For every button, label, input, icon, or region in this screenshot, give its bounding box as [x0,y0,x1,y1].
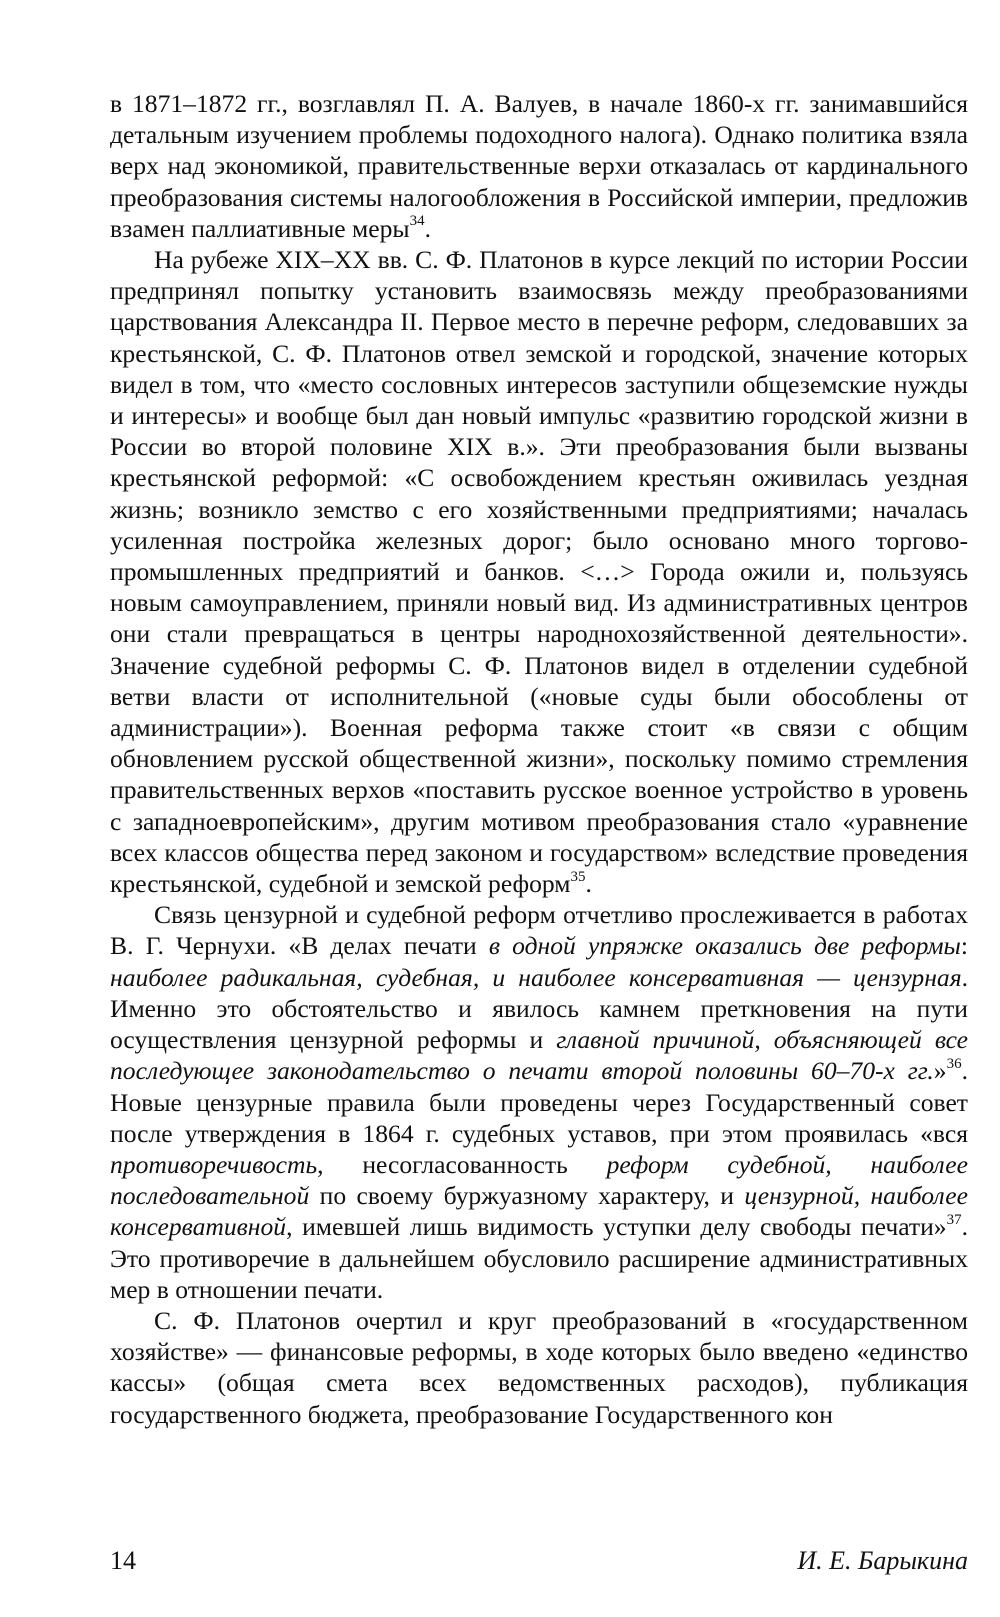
italic-text: противоречивость [110,1149,318,1179]
italic-text: главной причиной, объясняющей все последующее законодательство о печати второй половины 60–70-х гг. [110,1025,968,1086]
italic-text: наиболее радикальная, судебная, и наиболее консервативная — цензурная [110,962,962,992]
text-run: по своему буржуазному характеру, и [309,1181,745,1211]
italic-text: реформ судебной, наиболее последовательной [110,1149,968,1211]
text-run: » [933,1056,947,1086]
italic-text: в одной упряжке оказались две реформы [488,931,961,961]
paragraph-2 [110,244,968,899]
text-run: , несогласованность [317,1149,607,1179]
paragraph-1 [110,88,968,244]
paragraph-4 [110,1305,968,1430]
footnote-ref: 35 [570,868,586,885]
page-body [110,88,968,1430]
text-run: . [424,213,431,243]
text-run: . Это противоречие в дальнейшем обусловило расширение административных мер в отношении печати. [110,1212,968,1304]
text-run: На рубеже XIX–XX вв. С. Ф. Платонов в курсе лекций по истории России предпринял попытку установить взаимосвязь между преобразованиями царствования Александра II. Первое место в перечне реформ, следовавших за крестьянской, С. Ф. Платонов отвел земской и городской, значение которых видел в том, что «место сословных интересов заступили общеземские нужды и интересы» и вообще был дан новый импульс «развитию городской жизни в России во второй половине XIX в.». Эти преобразования были вызваны крестьянской реформой: «С освобождением крестьян оживилась уездная жизнь; возникло земство с его хозяйственными предприятиями; началась усиленная постройка железных дорог; было основано много торгово-промышленных предприятий и банков. <…> Города ожили и, пользуясь новым самоуправлением, приняли новый вид. Из административных центров они стали превращаться в центры народнохозяйственной деятельности». Значение судебной реформы С. Ф. Платонов видел в отделении судебной ветви власти от исполнительной («новые суды были обособлены от администрации»). Военная реформа также стоит «в связи с общим обновлением русской общественной жизни», поскольку помимо стремления правительственных верхов «поставить русское военное устройство в уровень с западноевропейским», другим мотивом преобразования стало «уравнение всех классов общества перед законом и государством» вследствие проведения крестьянской, судебной и земской реформ [110,245,968,899]
paragraph-3 [110,899,968,1305]
text-run: . Новые цензурные правила были проведены через Государственный совет после утверждения в 1864 г. судебных уставов, при этом проявилась «вся [110,1056,968,1148]
footnote-ref: 36 [946,1055,962,1072]
footnote-ref: 34 [409,213,425,230]
text-run: . Именно это обстоятельство и явилось камнем преткновения на пути осуществления цензурной реформы и [110,962,968,1055]
footnote-ref: 37 [946,1211,962,1228]
running-author: И. Е. Барыкина [797,1546,968,1575]
text-run: . [585,869,592,899]
text-run: в 1871–1872 гг., возглавлял П. А. Валуев, в начале 1860-х гг. занимавшийся детальным изучением проблемы подоходного налога). Однако политика взяла верх над экономикой, правительственные верхи отказалась от кардинального преобразования системы налогообложения в Российской империи, предложив взамен паллиативные меры [110,89,968,243]
text-run: , имевшей лишь видимость уступки делу свободы печати» [286,1212,947,1242]
page-number: 14 [110,1546,136,1575]
text-run: Связь цензурной и судебной реформ отчетливо прослеживается в работах В. Г. Чернухи. «В делах печати [110,900,968,961]
text-run: С. Ф. Платонов очертил и круг преобразований в «государственном хозяйстве» — финансовые реформы, в ходе которых было введено «единство кассы» (общая смета всех ведомственных расходов), публикация государственного бюджета, преобразование Государственного кон [110,1305,968,1429]
text-run: : [960,931,968,961]
italic-text: цензурной, наиболее консервативной [110,1181,968,1242]
